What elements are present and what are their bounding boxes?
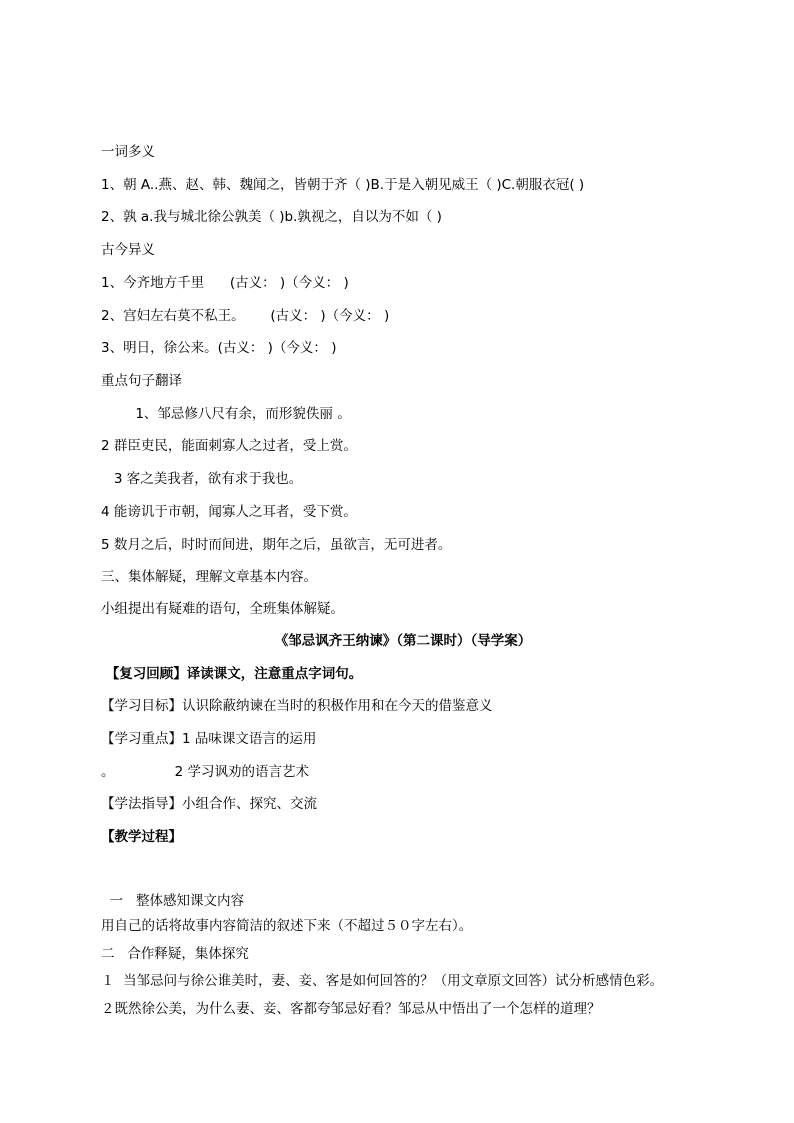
part1-text: 用自己的话将故事内容简洁的叙述下来（不超过５０字左右）。 <box>101 918 473 934</box>
translation-item-2: 2 群臣吏民，能面刺寡人之过者，受上赏。 <box>101 438 357 454</box>
learning-method: 【学法指导】小组合作、探究、交流 <box>101 796 317 812</box>
translation-item-3: 3 客之美我者，欲有求于我也。 <box>101 471 303 487</box>
polysemy-item-1: 1、朝 A..燕、赵、韩、魏闻之，皆朝于齐（ )B.于是入朝见威王（ )C.朝服衣冠( ) <box>101 177 585 193</box>
guide-title: 《邹忌讽齐王纳谏》（第二课时）（导学案） <box>274 633 532 649</box>
part2-question-1: １ 当邹忌问与徐公谁美时，妻、妾、客是如何回答的？（用文章原文回答）试分析感情色彩。 <box>101 973 664 989</box>
translation-item-1: 1、邹忌修八尺有余，而形貌佚丽 。 <box>101 406 351 422</box>
learning-goal: 【学习目标】认识除蔽纳谏在当时的积极作用和在今天的借鉴意义 <box>101 698 493 714</box>
teaching-process: 【教学过程】 <box>101 829 182 845</box>
ancient-modern-item-3: 3、明日，徐公来。(古义： )（今义： ) <box>101 340 337 356</box>
ancient-modern-item-2: 2、宫妇左右莫不私王。 (古义： )（今义： ) <box>101 308 390 324</box>
translation-item-5: 5 数月之后，时时而间进，期年之后，虽欲言，无可进者。 <box>101 537 452 553</box>
part1-heading: 一 整体感知课文内容 <box>101 893 244 909</box>
learning-focus-2: 。 2 学习讽劝的语言艺术 <box>101 764 309 780</box>
heading-collective-solve: 三、集体解疑，理解文章基本内容。 <box>101 569 317 585</box>
ancient-modern-item-1: 1、今齐地方千里 (古义： )（今义： ) <box>101 275 349 291</box>
translation-item-4: 4 能谤讥于市朝，闻寡人之耳者，受下赏。 <box>101 504 357 520</box>
heading-translation: 重点句子翻译 <box>101 373 182 389</box>
review-line: 【复习回顾】译读课文，注意重点字词句。 <box>101 666 363 682</box>
collective-solve-text: 小组提出有疑难的语句，全班集体解疑。 <box>101 601 344 617</box>
part2-heading: 二 合作释疑，集体探究 <box>101 946 249 962</box>
heading-ancient-modern: 古今异义 <box>101 242 155 258</box>
part2-question-2: ２既然徐公美，为什么妻、妾、客都夸邹忌好看？邹忌从中悟出了一个怎样的道理？ <box>101 1001 601 1017</box>
polysemy-item-2: 2、孰 a.我与城北徐公孰美（ )b.孰视之，自以为不如（ ) <box>101 209 442 225</box>
learning-focus-1: 【学习重点】1 品味课文语言的运用 <box>101 731 317 747</box>
heading-polysemy: 一词多义 <box>101 144 155 160</box>
